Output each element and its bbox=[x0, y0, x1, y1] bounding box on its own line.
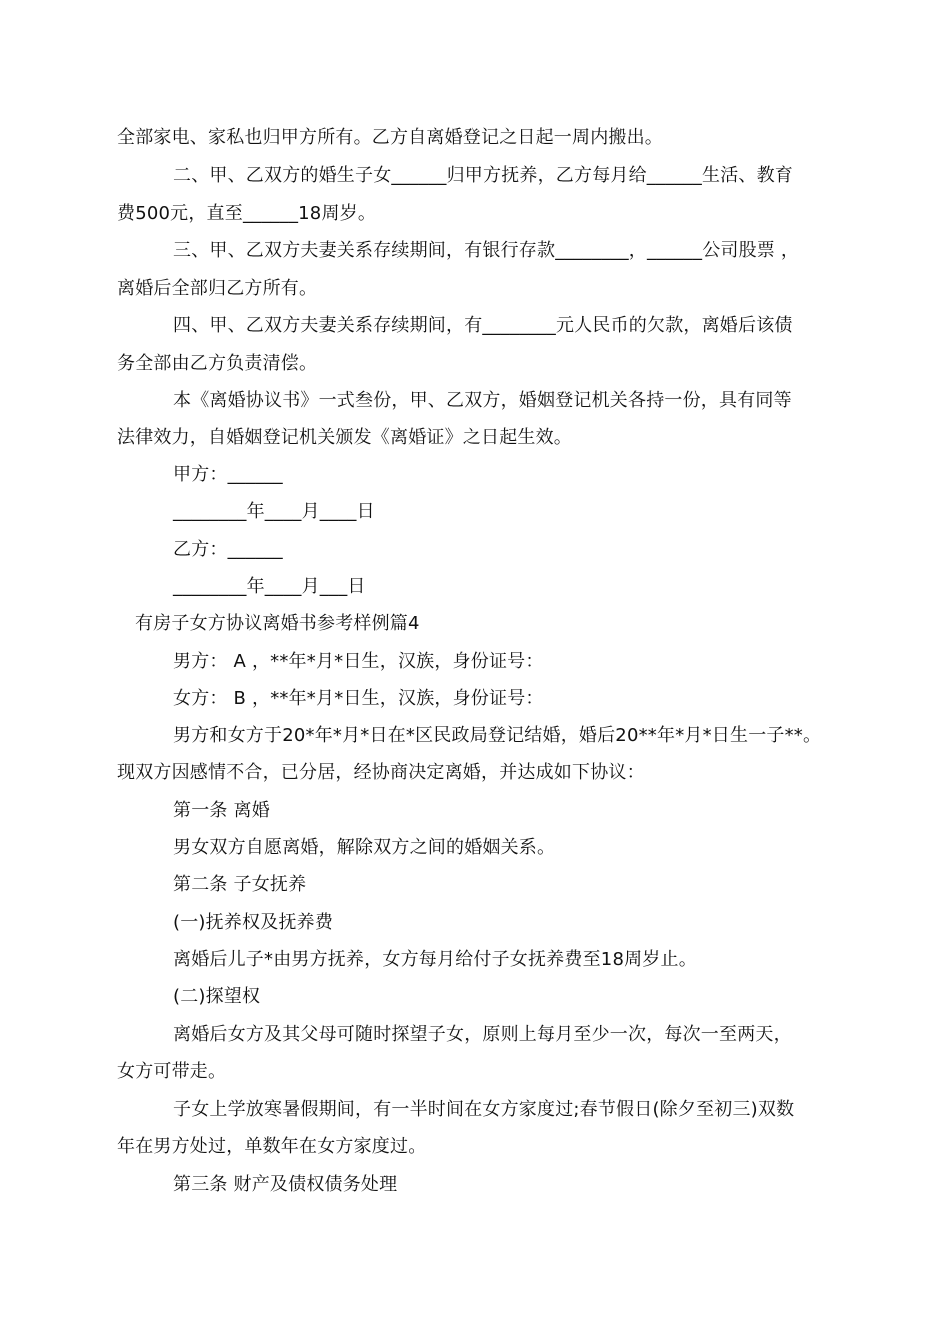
text-line: 法律效力，自婚姻登记机关颁发《离婚证》之日起生效。 bbox=[117, 427, 572, 448]
text-line: 离婚后全部归乙方所有。 bbox=[117, 278, 318, 299]
article-heading: 第三条 财产及债权债务处理 bbox=[173, 1174, 398, 1195]
subsection-heading: (一)抚养权及抚养费 bbox=[173, 912, 334, 933]
text-line: 本《离婚协议书》一式叁份，甲、乙双方，婚姻登记机关各持一份，具有同等 bbox=[173, 390, 792, 411]
text-line: 离婚后女方及其父母可随时探望子女，原则上每月至少一次，每次一至两天， bbox=[173, 1024, 792, 1045]
text-line: 四、甲、乙双方夫妻关系存续期间，有________元人民币的欠款，离婚后该债 bbox=[173, 315, 793, 336]
text-line: 女方： B ，**年*月*日生，汉族，身份证号： bbox=[173, 688, 544, 709]
text-line: 二、甲、乙双方的婚生子女______归甲方抚养，乙方每月给______生活、教育 bbox=[173, 165, 793, 186]
text-line: 现双方因感情不合，已分居，经协商决定离婚，并达成如下协议： bbox=[117, 762, 645, 783]
signature-date-a: ________年____月____日 bbox=[173, 501, 375, 522]
text-line: 男女双方自愿离婚，解除双方之间的婚姻关系。 bbox=[173, 837, 556, 858]
text-line: 男方和女方于20*年*月*日在*区民政局登记结婚，婚后20**年*月*日生一子**。 bbox=[173, 725, 822, 746]
signature-date-b: ________年____月___日 bbox=[173, 576, 366, 597]
text-line: 务全部由乙方负责清偿。 bbox=[117, 353, 318, 374]
text-line: 子女上学放寒暑假期间，有一半时间在女方家度过;春节假日(除夕至初三)双数 bbox=[173, 1099, 795, 1120]
section-title: 有房子女方协议离婚书参考样例篇4 bbox=[135, 613, 420, 634]
text-line: 离婚后儿子*由男方抚养，女方每月给付子女抚养费至18周岁止。 bbox=[173, 949, 697, 970]
article-heading: 第二条 子女抚养 bbox=[173, 874, 307, 895]
article-heading: 第一条 离婚 bbox=[173, 800, 270, 821]
text-line: 费500元，直至______18周岁。 bbox=[117, 203, 377, 224]
text-line: 三、甲、乙双方夫妻关系存续期间，有银行存款________，______公司股票 ， bbox=[173, 240, 800, 261]
text-line: 年在男方处过，单数年在女方家度过。 bbox=[117, 1136, 427, 1157]
text-line: 全部家电、家私也归甲方所有。乙方自离婚登记之日起一周内搬出。 bbox=[117, 127, 663, 148]
text-line: 女方可带走。 bbox=[117, 1061, 227, 1082]
text-line: 男方： A ，**年*月*日生，汉族，身份证号： bbox=[173, 651, 544, 672]
subsection-heading: (二)探望权 bbox=[173, 986, 261, 1007]
signature-party-a: 甲方：______ bbox=[173, 464, 283, 485]
signature-party-b: 乙方：______ bbox=[173, 539, 283, 560]
